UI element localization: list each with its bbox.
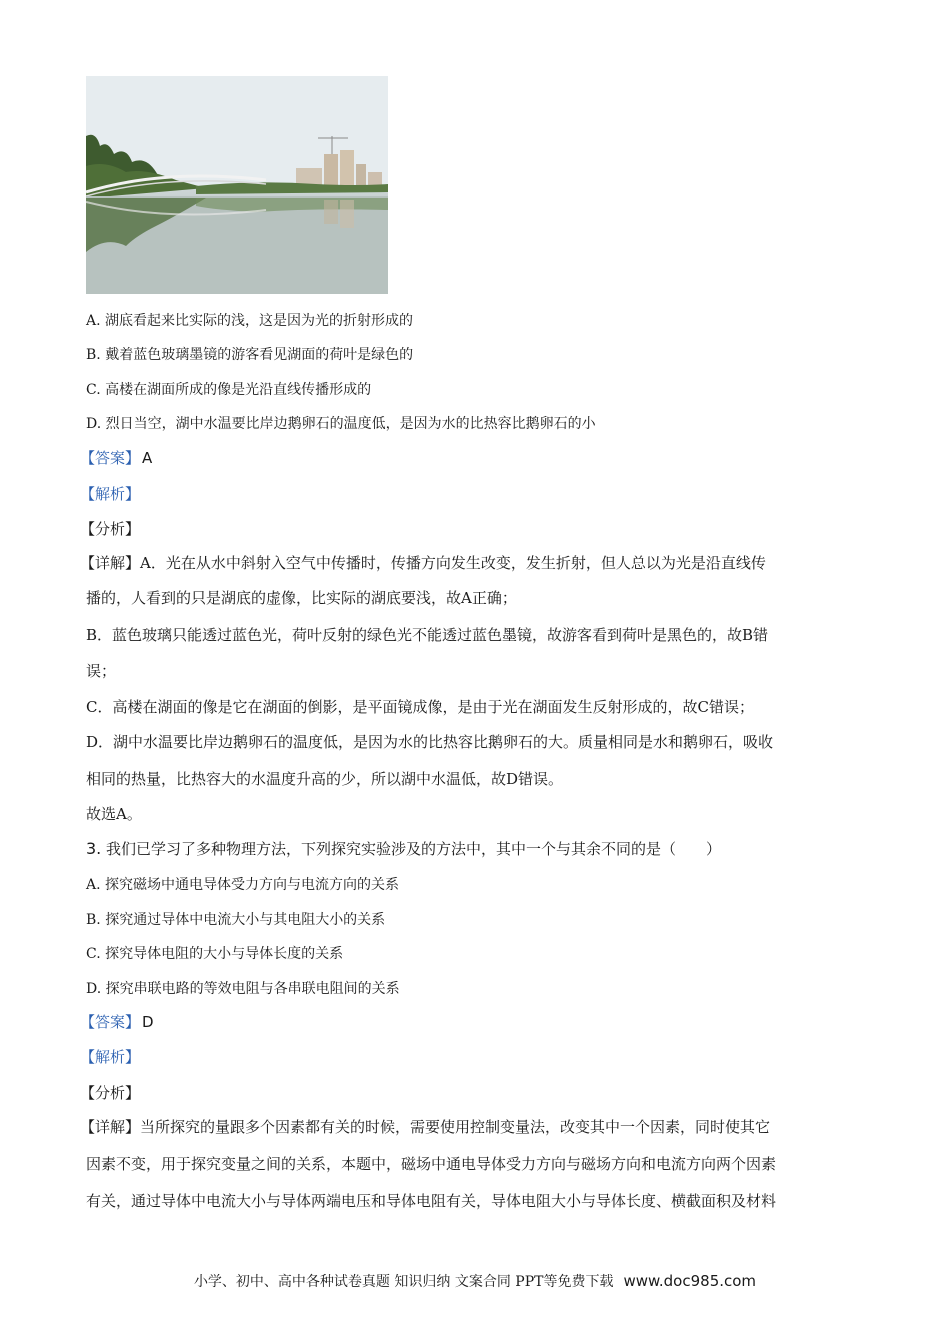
q3-detail-line-1 bbox=[80, 1117, 770, 1137]
q3-detail-text-1: 当所探究的量跟多个因素都有关的时候，需要使用控制变量法，改变其中一个因素，同时使其它 bbox=[140, 1118, 771, 1136]
q3-option-b: B. 探究通过导体中电流大小与其电阻大小的关系 bbox=[86, 912, 386, 928]
q3-answer-value: D bbox=[142, 1013, 154, 1031]
q3-answer bbox=[80, 1012, 154, 1032]
q2-option-b: B. 戴着蓝色玻璃墨镜的游客看见湖面的荷叶是绿色的 bbox=[86, 347, 414, 363]
q2-detail-line-7: 相同的热量，比热容大的水温度升高的少，所以湖中水温低，故D错误。 bbox=[86, 770, 564, 788]
footer-text: 小学、初中、高中各种试卷真题 知识归纳 文案合同 PPT等免费下载 bbox=[193, 1274, 614, 1290]
q2-fenxi-label: 【分析】 bbox=[80, 520, 141, 538]
page-footer bbox=[0, 1271, 950, 1291]
q3-fenxi-label: 【分析】 bbox=[80, 1084, 141, 1102]
q2-detail-label: 【详解】 bbox=[80, 554, 141, 572]
q2-analysis-label bbox=[80, 484, 140, 504]
q2-answer-value: A bbox=[142, 449, 153, 467]
q3-stem bbox=[86, 839, 721, 859]
q2-option-c: C. 高楼在湖面所成的像是光沿直线传播形成的 bbox=[86, 382, 372, 398]
q3-option-c: C. 探究导体电阻的大小与导体长度的关系 bbox=[86, 946, 344, 962]
q3-analysis-label bbox=[80, 1047, 140, 1067]
q3-analysis-text: 【解析】 bbox=[80, 1048, 141, 1066]
q2-detail-line-3: B．蓝色玻璃只能透过蓝色光，荷叶反射的绿色光不能透过蓝色墨镜，故游客看到荷叶是黑色的，故B错 bbox=[86, 626, 769, 644]
q2-answer bbox=[80, 448, 152, 468]
lake-photo bbox=[86, 76, 388, 294]
q3-option-a: A. 探究磁场中通电导体受力方向与电流方向的关系 bbox=[86, 877, 400, 893]
q3-stem-text: 我们已学习了多种物理方法，下列探究实验涉及的方法中，其中一个与其余不同的是（ ） bbox=[106, 840, 722, 858]
q2-detail-line-1 bbox=[80, 553, 766, 573]
q2-detail-line-5: C．高楼在湖面的像是它在湖面的倒影，是平面镜成像，是由于光在湖面发生反射形成的，故C错误； bbox=[86, 698, 754, 716]
q2-detail-text-1: A．光在从水中斜射入空气中传播时，传播方向发生改变，发生折射，但人总以为光是沿直线传 bbox=[140, 554, 766, 572]
q3-detail-line-2: 因素不变，用于探究变量之间的关系，本题中，磁场中通电导体受力方向与磁场方向和电流方向两个因素 bbox=[86, 1155, 777, 1173]
q2-detail-line-2: 播的，人看到的只是湖底的虚像，比实际的湖底要浅，故A正确； bbox=[86, 589, 517, 607]
q2-option-a: A. 湖底看起来比实际的浅，这是因为光的折射形成的 bbox=[86, 313, 414, 329]
q3-number: 3. bbox=[86, 839, 102, 858]
q2-option-d: D. 烈日当空，湖中水温要比岸边鹅卵石的温度低，是因为水的比热容比鹅卵石的小 bbox=[86, 416, 596, 432]
footer-url[interactable]: www.doc985.com bbox=[623, 1272, 757, 1290]
q3-option-d: D. 探究串联电路的等效电阻与各串联电阻间的关系 bbox=[86, 981, 400, 997]
q2-detail-line-4: 误； bbox=[86, 662, 117, 680]
lake-scene-illustration bbox=[86, 76, 388, 294]
q3-detail-line-3: 有关，通过导体中电流大小与导体两端电压和导体电阻有关，导体电阻大小与导体长度、横截面积及材料 bbox=[86, 1192, 777, 1210]
q2-answer-label: 【答案】 bbox=[80, 449, 141, 467]
q2-detail-line-6: D．湖中水温要比岸边鹅卵石的温度低，是因为水的比热容比鹅卵石的大。质量相同是水和鹅卵石，吸收 bbox=[86, 733, 774, 751]
q2-conclusion: 故选A。 bbox=[86, 805, 142, 823]
q2-analysis-text: 【解析】 bbox=[80, 485, 141, 503]
q3-detail-label: 【详解】 bbox=[80, 1118, 141, 1136]
q3-answer-label: 【答案】 bbox=[80, 1013, 141, 1031]
